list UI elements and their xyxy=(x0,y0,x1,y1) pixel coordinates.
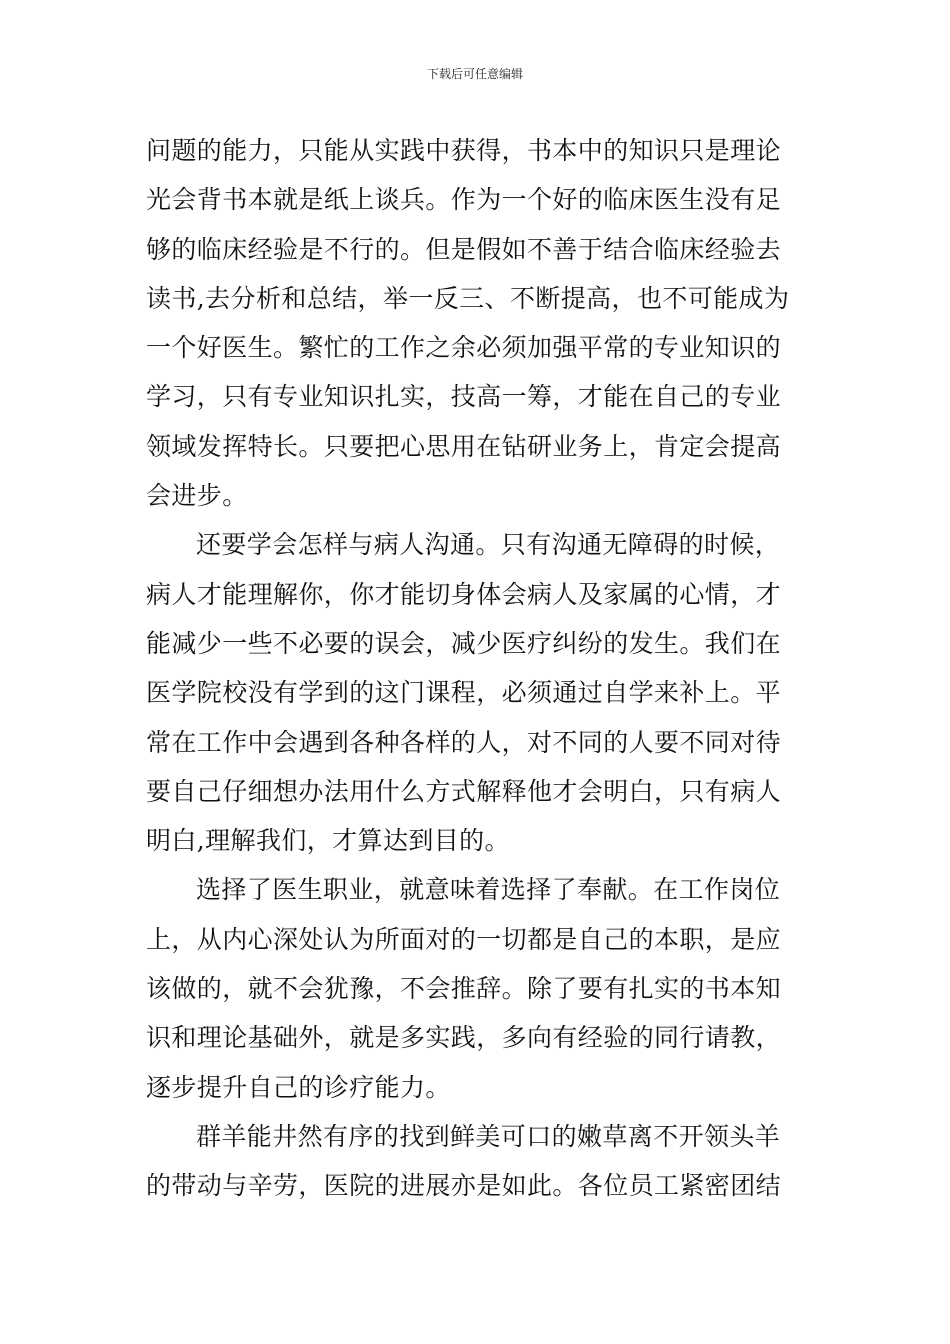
text-line: 一个好医生。繁忙的工作之余必须加强平常的专业知识的 xyxy=(146,333,782,363)
text-line: 能减少一些不必要的误会，减少医疗纠纷的发生。我们在 xyxy=(146,628,782,658)
text-line: 够的临床经验是不行的。但是假如不善于结合临床经验去 xyxy=(146,234,782,264)
text-line: 的带动与辛劳，医院的进展亦是如此。各位员工紧密团结 xyxy=(146,1171,782,1201)
document-body xyxy=(146,126,808,1211)
text-line: 识和理论基础外，就是多实践，多向有经验的同行请教， xyxy=(146,1023,782,1053)
page-header: 下载后可任意编辑 xyxy=(426,67,523,81)
text-line: 该做的，就不会犹豫，不会推辞。除了要有扎实的书本知 xyxy=(146,974,782,1004)
paragraph-start-line: 选择了医生职业，就意味着选择了奉献。在工作岗位 xyxy=(196,875,781,905)
text-line: 领域发挥特长。只要把心思用在钻研业务上，肯定会提高 xyxy=(146,431,782,461)
text-line: 医学院校没有学到的这门课程，必须通过自学来补上。平 xyxy=(146,678,782,708)
text-line: 读书,去分析和总结，举一反三、不断提高，也不可能成为 xyxy=(146,283,790,313)
text-line: 光会背书本就是纸上谈兵。作为一个好的临床医生没有足 xyxy=(146,185,782,215)
text-line: 要自己仔细想办法用什么方式解释他才会明白，只有病人 xyxy=(146,776,782,806)
text-line: 逐步提升自己的诊疗能力。 xyxy=(146,1072,451,1102)
text-line: 病人才能理解你，你才能切身体会病人及家属的心情，才 xyxy=(146,579,782,609)
paragraph-start-line: 还要学会怎样与病人沟通。只有沟通无障碍的时候， xyxy=(196,530,781,560)
text-line: 会进步。 xyxy=(146,481,248,511)
paragraph-start-line: 群羊能井然有序的找到鲜美可口的嫩草离不开领头羊 xyxy=(196,1121,781,1151)
text-line: 问题的能力，只能从实践中获得，书本中的知识只是理论 xyxy=(146,136,782,165)
text-line: 上，从内心深处认为所面对的一切都是自己的本职，是应 xyxy=(146,924,782,954)
text-line: 常在工作中会遇到各种各样的人，对不同的人要不同对待 xyxy=(146,727,782,757)
text-line: 明白,理解我们，才算达到目的。 xyxy=(146,826,510,856)
text-line: 学习，只有专业知识扎实，技高一筹，才能在自己的专业 xyxy=(146,382,782,412)
